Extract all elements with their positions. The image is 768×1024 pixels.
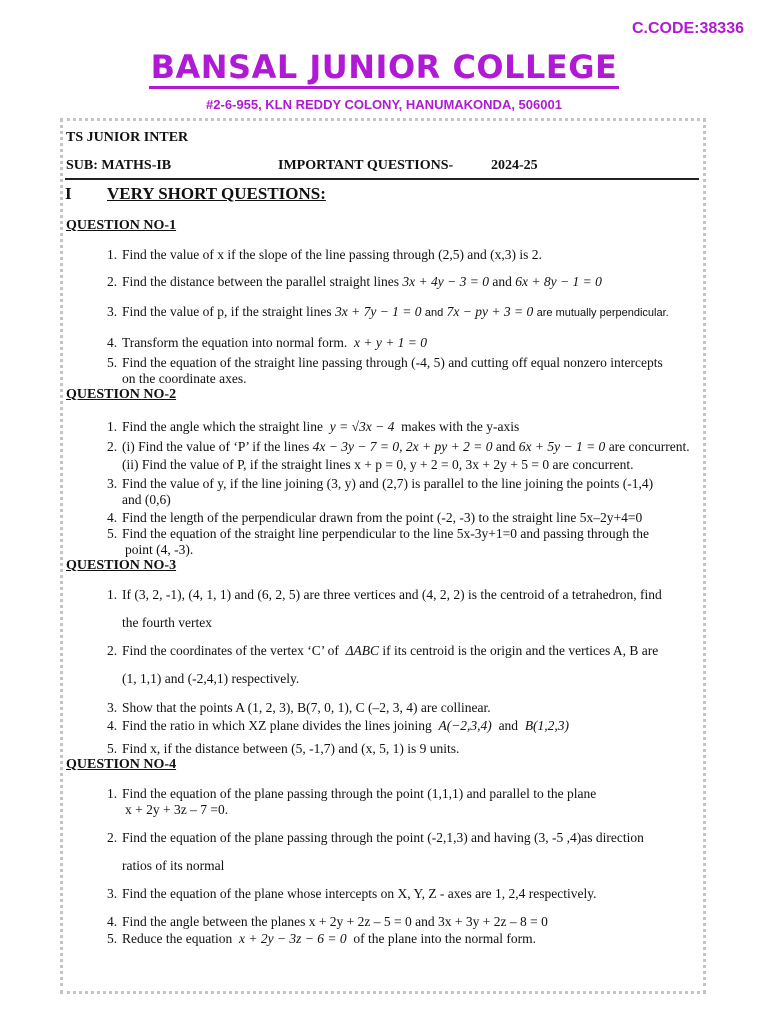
item-text-line [122, 718, 697, 734]
item-text-line [122, 335, 697, 351]
college-code: C.CODE:38336 [631, 20, 744, 37]
equation: B(1,2,3) [524, 718, 570, 733]
item-text-multiline [122, 355, 697, 387]
item-text-line [122, 931, 697, 947]
item-text: (i) Find the value of ‘P’ if the lines [122, 439, 310, 454]
item-text-line-1 [122, 643, 658, 658]
item-tail: are mutually perpendicular. [536, 307, 669, 319]
item-text: Find the value of p, if the straight lines [122, 304, 332, 319]
item-text-line-2: the fourth vertex [122, 615, 212, 630]
course-label: TS JUNIOR INTER [66, 130, 189, 145]
item-number: 3. [107, 304, 118, 319]
item-tail: makes with the y-axis [401, 419, 520, 434]
item-text-line-2: x + 2y + 3z – 7 =0. [125, 802, 229, 817]
equation: x + y + 1 = 0 [353, 335, 428, 350]
item-text-multiline [122, 581, 697, 637]
item-text: Find the length of the perpendicular drawn from the point (-2, -3) to the straight line 5x–2y+4=0 [122, 510, 643, 525]
item-text: Find the angle between the planes x + 2y + 2z – 5 = 0 and 3x + 3y + 2z – 8 = 0 [122, 914, 548, 929]
item-number: 2. [107, 643, 118, 658]
item-text-line-1: Find the equation of the plane passing through the point (-2,1,3) and having (3, -5 ,4)as direction [122, 830, 644, 845]
item-text: Find x, if the distance between (5, -1,7) and (x, 5, 1) is 9 units. [122, 741, 460, 756]
item-number: 1. [107, 247, 118, 262]
conjunction: and [424, 307, 444, 319]
question-heading-1: QUESTION NO-1 [66, 218, 177, 233]
item-number: 5. [107, 931, 118, 946]
equation: y = √3x − 4 [329, 419, 395, 434]
question-heading-3: QUESTION NO-3 [66, 558, 177, 573]
header-divider [65, 178, 699, 180]
equation: 6x + 8y − 1 = 0 [515, 274, 602, 289]
equation: 3x + 4y − 3 = 0 [402, 274, 489, 289]
item-number: 4. [107, 718, 118, 733]
item-number: 3. [107, 476, 118, 491]
conjunction: and [492, 274, 512, 289]
item-text: Find the distance between the parallel straight lines [122, 274, 400, 289]
equation: A(−2,3,4) [438, 718, 492, 733]
question-heading-4: QUESTION NO-4 [66, 757, 177, 772]
item-number: 3. [107, 886, 118, 901]
item-text-multiline [122, 824, 697, 880]
item-number: 5. [107, 355, 118, 370]
item-text-multiline [122, 476, 697, 508]
item-text: Reduce the equation [122, 931, 233, 946]
item-text: Find the value of x if the slope of the line passing through (2,5) and (x,3) is 2. [122, 247, 542, 262]
item-number: 1. [107, 419, 118, 434]
item-text: Find the ratio in which XZ plane divides the lines joining [122, 718, 432, 733]
item-text-line-2: point (4, -3). [125, 542, 194, 557]
item-text: Find the equation of the plane whose intercepts on X, Y, Z - axes are 1, 2,4 respectively. [122, 886, 597, 901]
section-number: I [65, 184, 72, 203]
item-tail: are concurrent. [608, 439, 690, 454]
item-text-line-1: Find the equation of the straight line passing through (-4, 5) and cutting off equal nonzero intercepts [122, 355, 663, 370]
item-number: 4. [107, 510, 118, 525]
item-text: Find the coordinates of the vertex ‘C’ of [122, 643, 339, 658]
item-number: 2. [107, 274, 118, 289]
item-text-multiline [122, 786, 697, 818]
item-text-line-1: If (3, 2, -1), (4, 1, 1) and (6, 2, 5) are three vertices and (4, 2, 2) is the centroid of a tetrahedron, find [122, 587, 662, 602]
item-text-line-1: Find the value of y, if the line joining (3, y) and (2,7) is parallel to the line joining the points (-1,4) [122, 476, 654, 491]
equation: 4x − 3y − 7 = 0, 2x + py + 2 = 0 [312, 439, 493, 454]
college-address: #2-6-955, KLN REDDY COLONY, HANUMAKONDA, 506001 [206, 97, 562, 112]
doc-title: IMPORTANT QUESTIONS- [278, 158, 454, 173]
item-text-line-1 [122, 439, 690, 454]
item-text-line-1: Find the equation of the straight line perpendicular to the line 5x-3y+1=0 and passing through the [122, 526, 649, 541]
item-text-line-2: ratios of its normal [122, 858, 225, 873]
item-text: Find the angle which the straight line [122, 419, 323, 434]
item-number: 1. [107, 587, 118, 602]
item-number: 1. [107, 786, 118, 801]
subject-label: SUB: MATHS-IB [66, 158, 172, 173]
item-text-multiline [122, 526, 697, 558]
conjunction: and [498, 718, 519, 733]
item-text: Show that the points A (1, 2, 3), B(7, 0, 1), C (–2, 3, 4) are collinear. [122, 700, 491, 715]
conjunction: and [495, 439, 516, 454]
item-number: 3. [107, 700, 118, 715]
item-text-line [122, 419, 697, 435]
item-number: 2. [107, 830, 118, 845]
item-text-line-1: Find the equation of the plane passing through the point (1,1,1) and parallel to the plane [122, 786, 597, 801]
item-text-line-2: (ii) Find the value of P, if the straight lines x + p = 0, y + 2 = 0, 3x + 2y + 5 = 0 are concurrent. [122, 457, 634, 472]
item-text-line [122, 304, 697, 321]
academic-year: 2024-25 [491, 158, 538, 173]
equation: 3x + 7y − 1 = 0 [334, 304, 422, 319]
item-number: 4. [107, 335, 118, 350]
item-number: 2. [107, 439, 118, 454]
item-text: Transform the equation into normal form. [122, 335, 348, 350]
item-text-line [122, 274, 697, 290]
item-tail: if its centroid is the origin and the vertices A, B are [382, 643, 659, 658]
document-body [65, 122, 701, 990]
item-number: 5. [107, 526, 118, 541]
item-number: 4. [107, 914, 118, 929]
equation: 6x + 5y − 1 = 0 [518, 439, 606, 454]
question-heading-2: QUESTION NO-2 [66, 387, 177, 402]
equation: ΔABC [345, 643, 379, 658]
item-text-line-2: on the coordinate axes. [122, 371, 247, 386]
item-text-line-2: and (0,6) [122, 492, 171, 507]
item-number: 5. [107, 741, 118, 756]
item-tail: of the plane into the normal form. [353, 931, 536, 946]
equation: 7x − py + 3 = 0 [446, 304, 534, 319]
equation: x + 2y − 3z − 6 = 0 [238, 931, 347, 946]
college-name-wrap [0, 48, 768, 86]
item-text-multiline [122, 439, 697, 475]
college-name: BANSAL JUNIOR COLLEGE [149, 48, 620, 89]
section-title: VERY SHORT QUESTIONS: [107, 184, 326, 203]
item-text-multiline [122, 637, 697, 693]
item-text-line-2: (1, 1,1) and (-2,4,1) respectively. [122, 671, 300, 686]
